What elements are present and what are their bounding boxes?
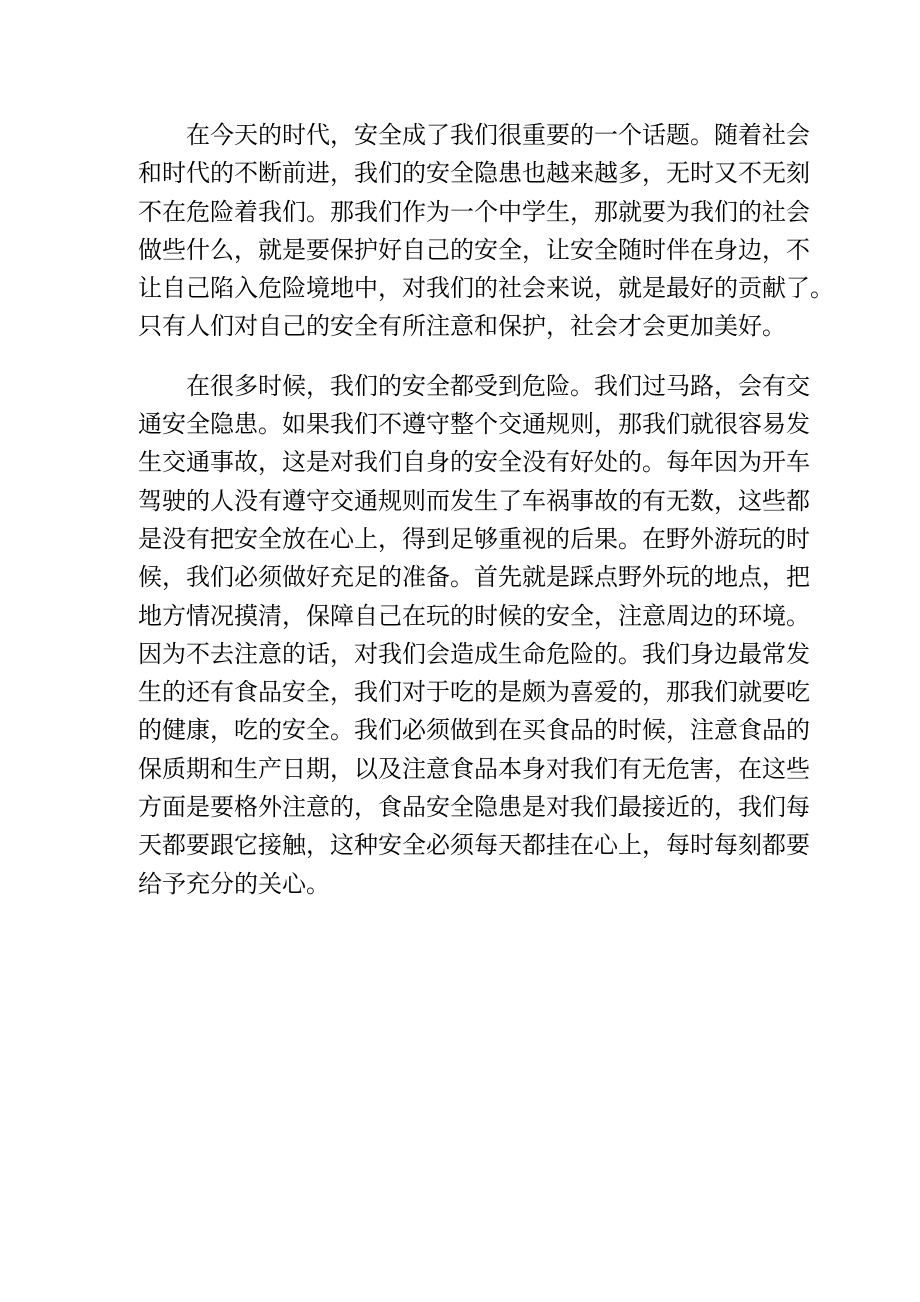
paragraph-line: 驾驶的人没有遵守交通规则而发生了车祸事故的有无数，这些都: [138, 486, 810, 515]
paragraph-2: [138, 367, 810, 903]
paragraph-line: 生的还有食品安全，我们对于吃的是颇为喜爱的，那我们就要吃: [138, 678, 810, 707]
paragraph-line: 给予充分的关心。: [138, 869, 330, 898]
paragraph-line: 的健康，吃的安全。我们必须做到在买食品的时候，注意食品的: [138, 716, 810, 745]
paragraph-line: 天都要跟它接触，这种安全必须每天都挂在心上，每时每刻都要: [138, 831, 810, 860]
document-body: [138, 116, 834, 903]
paragraph-line: 做些什么，就是要保护好自己的安全，让安全随时伴在身边，不: [138, 235, 810, 264]
paragraph-line: 在很多时候，我们的安全都受到危险。我们过马路，会有交: [186, 371, 810, 400]
paragraph-line: 方面是要格外注意的，食品安全隐患是对我们最接近的，我们每: [138, 793, 810, 822]
paragraph-line: 因为不去注意的话，对我们会造成生命危险的。我们身边最常发: [138, 639, 810, 668]
paragraph-line: 在今天的时代，安全成了我们很重要的一个话题。随着社会: [186, 121, 810, 149]
paragraph-line: 地方情况摸清，保障自己在玩的时候的安全，注意周边的环境。: [138, 601, 810, 630]
paragraph-1: [138, 116, 834, 346]
paragraph-line: 候，我们必须做好充足的准备。首先就是踩点野外玩的地点，把: [138, 563, 810, 592]
paragraph-line: 只有人们对自己的安全有所注意和保护，社会才会更加美好。: [138, 312, 786, 341]
paragraph-line: 通安全隐患。如果我们不遵守整个交通规则，那我们就很容易发: [138, 410, 810, 439]
paragraph-line: 让自己陷入危险境地中，对我们的社会来说，就是最好的贡献了。: [138, 274, 834, 303]
paragraph-line: 保质期和生产日期，以及注意食品本身对我们有无危害，在这些: [138, 754, 810, 783]
paragraph-line: 是没有把安全放在心上，得到足够重视的后果。在野外游玩的时: [138, 524, 810, 553]
paragraph-line: 生交通事故，这是对我们自身的安全没有好处的。每年因为开车: [138, 448, 810, 477]
paragraph-line: 不在危险着我们。那我们作为一个中学生，那就要为我们的社会: [138, 197, 810, 226]
paragraph-line: 和时代的不断前进，我们的安全隐患也越来越多，无时又不无刻: [138, 159, 810, 188]
